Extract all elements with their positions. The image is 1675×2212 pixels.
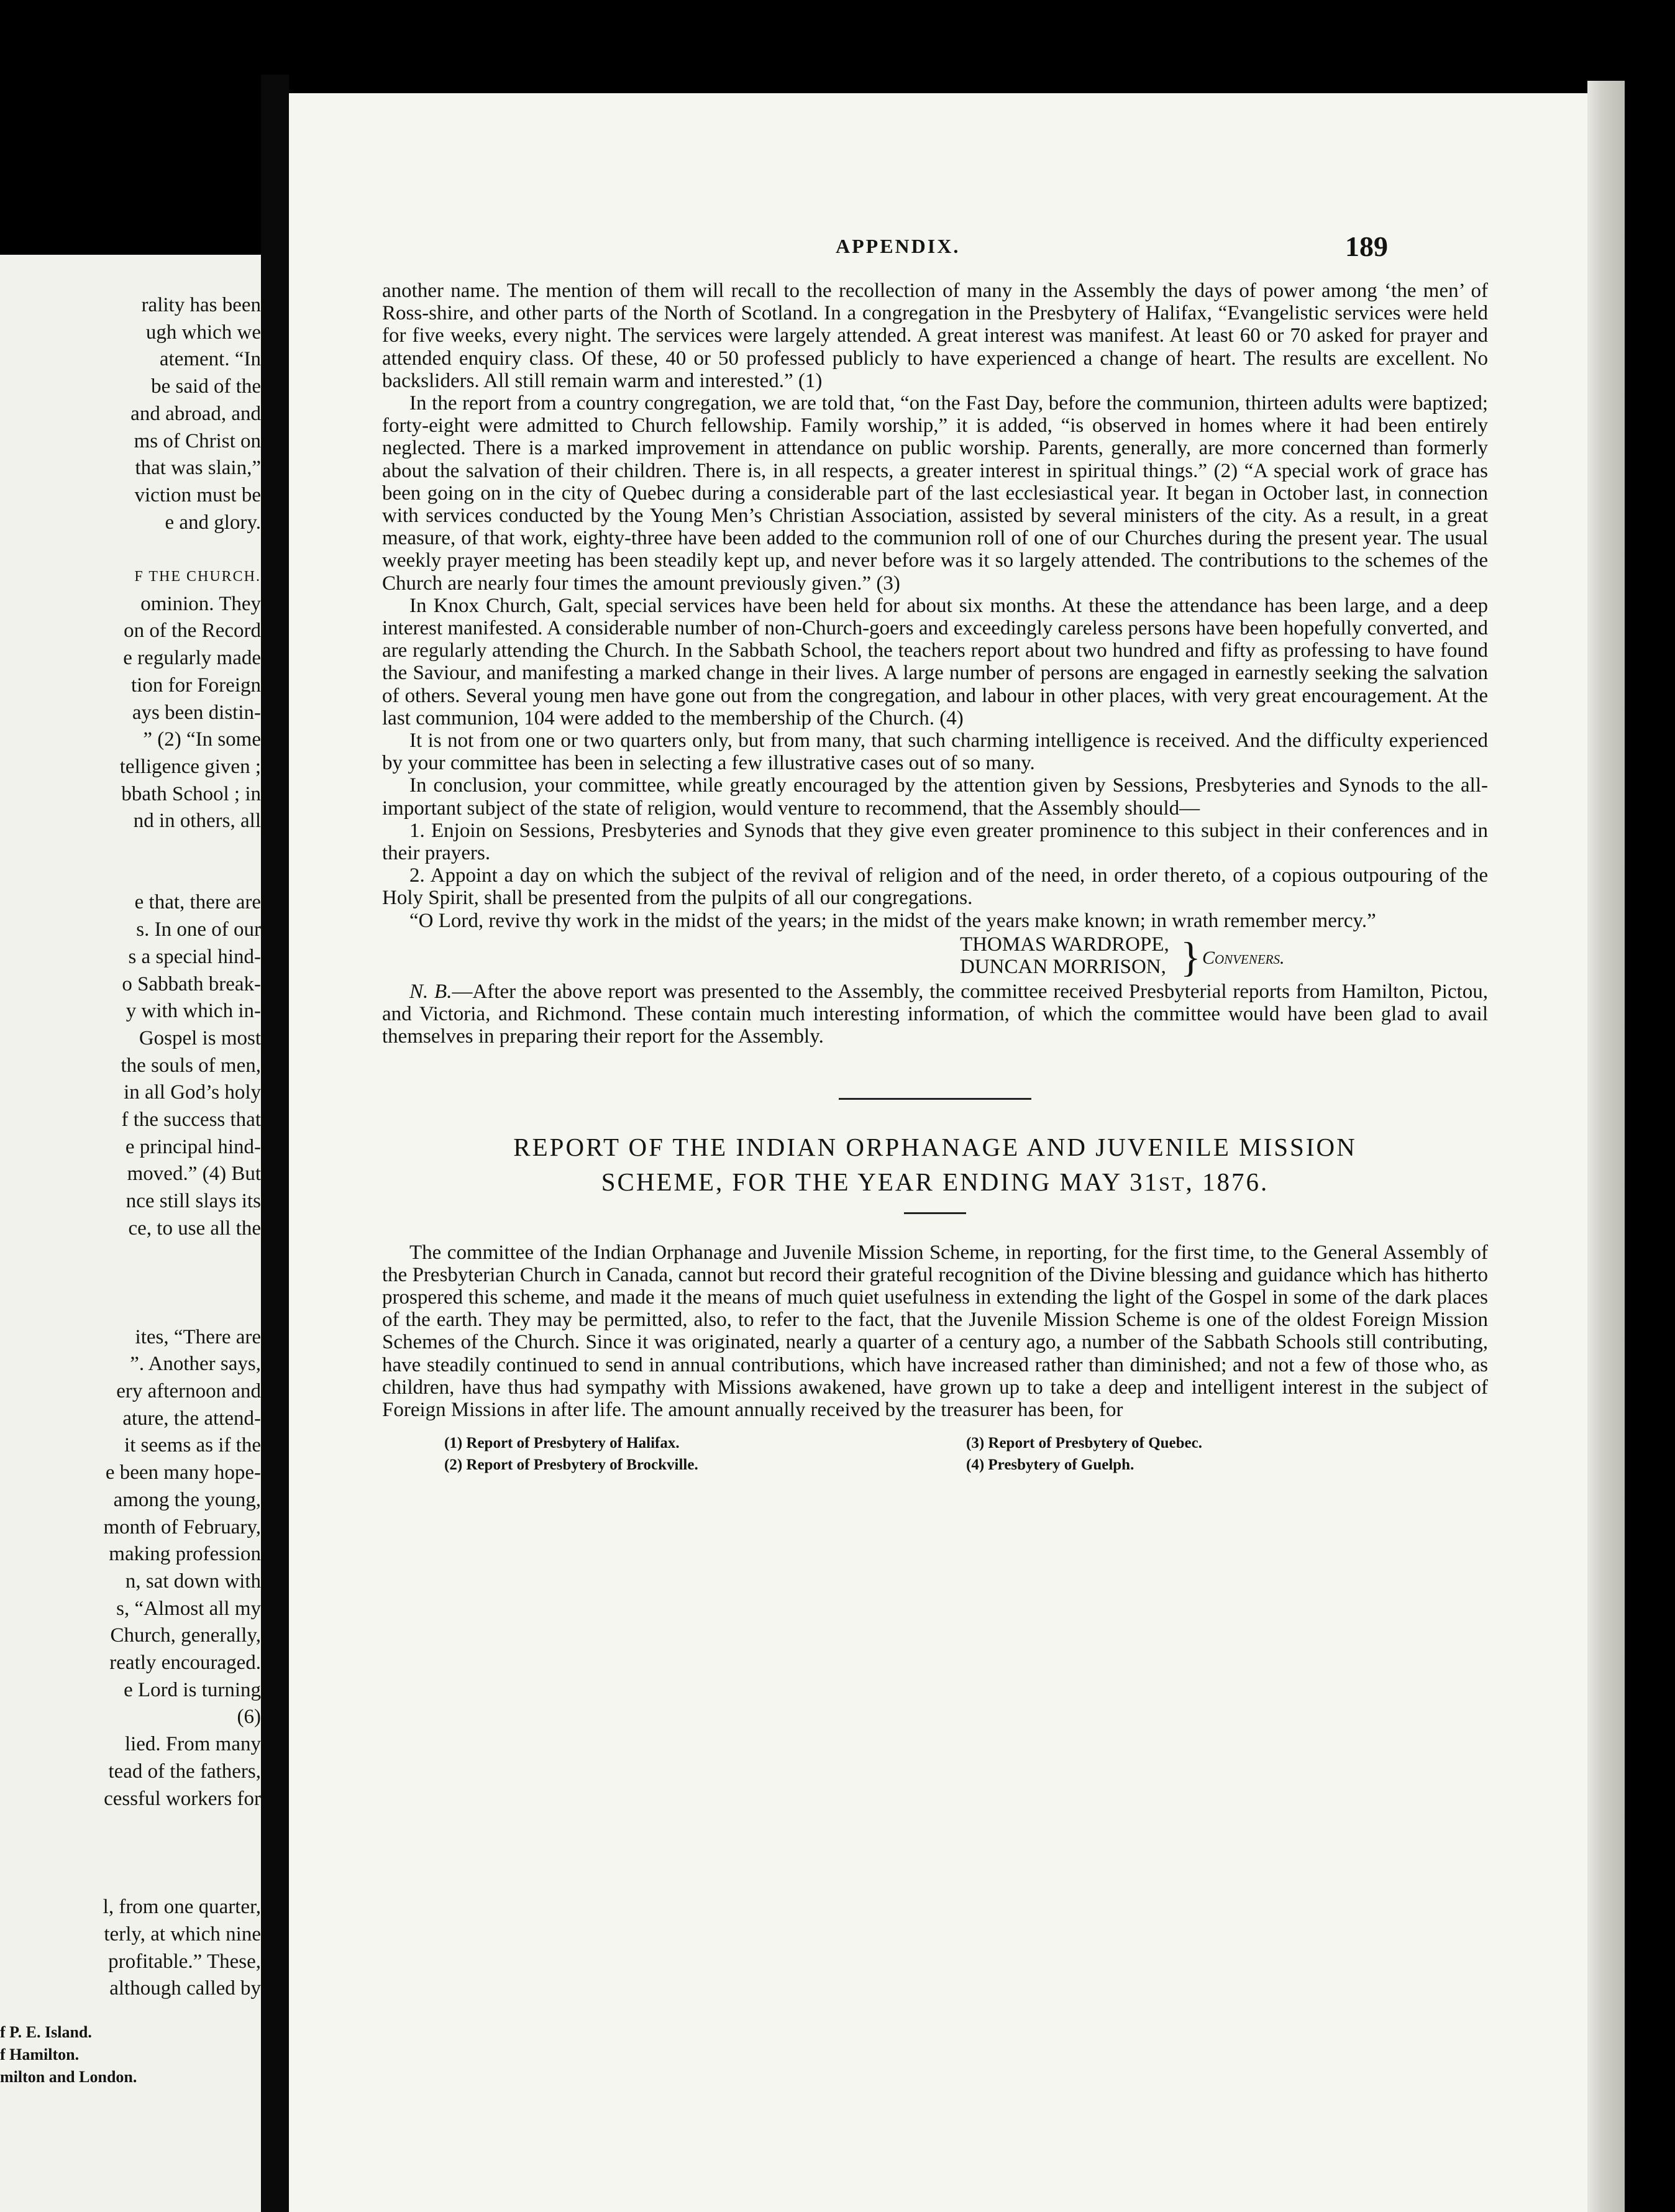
facing-page-text <box>0 292 261 2088</box>
facing-line: ites, “There are <box>135 1325 261 1348</box>
facing-line: it seems as if the <box>124 1434 261 1457</box>
facing-line: tead of the fathers, <box>108 1760 261 1783</box>
title-line-2: SCHEME, FOR THE YEAR ENDING MAY 31 <box>601 1167 1159 1196</box>
brace-glyph: } <box>1180 933 1201 980</box>
book-gutter <box>261 75 289 2212</box>
footnote: (4) Presbytery of Guelph. <box>966 1456 1134 1474</box>
facing-line: s a special hind- <box>128 945 261 968</box>
recommendation-item: 1. Enjoin on Sessions, Presbyteries and Synods that they give even greater prominence to this subject in their conferences and in their prayers. <box>382 819 1488 865</box>
title-year: , 1876. <box>1185 1167 1269 1196</box>
facing-line: that was slain,” <box>135 457 261 480</box>
title-rule <box>904 1212 966 1214</box>
facing-line: be said of the <box>151 375 261 398</box>
facing-line: ature, the attend- <box>122 1407 261 1430</box>
facing-line: Gospel is most <box>139 1026 261 1049</box>
facing-line: e regularly made <box>123 647 261 670</box>
page-header <box>289 230 1587 267</box>
facing-line: ery afternoon and <box>116 1380 261 1403</box>
orphanage-report-title <box>382 1130 1488 1201</box>
facing-line: and abroad, and <box>130 402 261 425</box>
facing-line: s. In one of our <box>136 918 261 941</box>
facing-line: e principal hind- <box>125 1135 261 1158</box>
facing-line: atement. “In <box>159 348 261 371</box>
closing-quote: “O Lord, revive thy work in the midst of the years; in the midst of the years make known; in wrath remember mercy.” <box>409 909 1376 932</box>
facing-line: nce still slays its <box>126 1190 261 1213</box>
facing-line: ugh which we <box>145 321 261 344</box>
facing-line: lied. From many <box>124 1733 261 1756</box>
footnotes-col-left <box>444 1432 966 1476</box>
facing-line: o Sabbath break- <box>122 972 261 995</box>
facing-line: e been many hope- <box>105 1461 261 1484</box>
facing-line: e Lord is turning <box>124 1678 261 1701</box>
nota-bene <box>382 980 1488 1048</box>
facing-line: ominion. They <box>140 592 261 615</box>
footnotes <box>382 1432 1488 1476</box>
facing-line: ce, to use all the <box>128 1217 261 1240</box>
signature-block <box>382 933 1488 980</box>
facing-line: l, from one quarter, <box>103 1896 261 1919</box>
recommendation-item: 2. Appoint a day on which the subject of the revival of religion and of the need, in order thereto, of a copious outpouring of the Holy Spirit, shall be presented from the pulpits of all our congregations. <box>382 864 1488 910</box>
signatory-name: DUNCAN MORRISON, <box>960 955 1166 978</box>
facing-line: ms of Christ on <box>134 429 261 452</box>
facing-line: bbath School ; in <box>121 782 261 805</box>
facing-line: viction must be <box>134 483 261 506</box>
paragraph: In Knox Church, Galt, special services have been held for about six months. At these the attendance has been large, and a deep interest manifested. A considerable number of non-Church-goers and exceedingly careless persons have been hopefully converted, and are regularly attending the Church. In the Sabbath School, the teachers report about two hundred and fifty as professing to have found the Saviour, and manifesting a marked change in their lives. A large number of persons are engaged in earnestly seeking the salvation of others. Several young men have gone out from the congregation, and labour in other places, with very great encouragement. At the last communion, 104 were added to the membership of the Church. (4) <box>382 594 1488 729</box>
facing-line: ”. Another says, <box>130 1353 261 1376</box>
page-edge <box>1587 81 1625 2212</box>
paragraph: In the report from a country congregation, we are told that, “on the Fast Day, before the communion, thirteen adults were baptized; forty-eight were admitted to Church fellowship. Family worship,” it is added, “is observed in homes where it had been entirely neglected. There is a marked improvement in attendance on public worship. Parents, generally, are more concerned than formerly about the salvation of their children. There is, in all respects, a greater interest in spiritual things.” (2) “A special work of grace has been going on in the city of Quebec during a considerable part of the last ecclesiastical year. It began in October last, in connection with services conducted by the Young Men’s Christian Association, assisted by several ministers of the city. As a result, in a great measure, of that work, eighty-three have been added to the communion roll of one of our Churches during the present year. The usual weekly prayer meeting has been steadily kept up, and never before was it so largely attended. The contributions to the schemes of the Church are nearly four times the amount previously given.” (3) <box>382 392 1488 595</box>
conveners-label: Conveners. <box>1202 947 1285 968</box>
orphanage-paragraph: The committee of the Indian Orphanage and Juvenile Mission Scheme, in reporting, for the first time, to the General Assembly of the Presbyterian Church in Canada, cannot but record their grateful recognition of the Divine blessing and guidance which has hitherto prospered this scheme, and made it the means of much quiet usefulness in extending the light of the Gospel in some of the dark places of the earth. They may be permitted, also, to refer to the fact, that the Juvenile Mission Scheme is one of the oldest Foreign Mission Schemes of the Church. Since it was originated, nearly a quarter of a century ago, a number of the Sabbath Schools still contributing, have steadily continued to send in annual contributions, which have increased rather than diminished; and not a few of those who, as children, have thus had sympathy with Missions awakened, have grown up to take a deep and intelligent interest in the subject of Foreign Missions in after life. The amount annually received by the treasurer has been, for <box>382 1241 1488 1421</box>
facing-line: terly, at which nine <box>104 1923 261 1946</box>
nb-text: —After the above report was presented to the Assembly, the committee received Presbyterial reports from Hamilton, Pictou, and Victoria, and Richmond. These contain much interesting information, of which the committee would have been glad to avail themselves in preparing their report for the Assembly. <box>382 980 1488 1048</box>
running-head: APPENDIX. <box>836 235 961 257</box>
facing-footnote: milton and London. <box>0 2068 137 2086</box>
facing-line: tion for Foreign <box>131 674 261 697</box>
facing-line: rality has been <box>141 294 261 316</box>
facing-line: among the young, <box>113 1488 261 1511</box>
facing-line: month of February, <box>103 1515 261 1538</box>
paragraph: In conclusion, your committee, while greatly encouraged by the attention given by Sessions, Presbyteries and Synods to the all-important subject of the state of religion, would venture to recommend, that the Assembly should— <box>382 774 1488 820</box>
paragraph: It is not from one or two quarters only, but from many, that such charming intelligence is received. And the difficulty experienced by your committee has been in selecting a few illustrative cases out of so many. <box>382 729 1488 775</box>
facing-line: ays been distin- <box>132 701 261 724</box>
footnotes-col-right <box>966 1432 1488 1476</box>
footnote: (3) Report of Presbytery of Quebec. <box>966 1435 1202 1452</box>
footnote: (2) Report of Presbytery of Brockville. <box>444 1456 698 1474</box>
facing-line: e that, there are <box>134 891 261 914</box>
facing-line: ” (2) “In some <box>143 728 261 751</box>
facing-line: moved.” (4) But <box>127 1163 261 1186</box>
paragraph: another name. The mention of them will recall to the recollection of many in the Assembly the days of power among ‘the men’ of Ross-shire, and other parts of the North of Scotland. In a congregation in the Presbytery of Halifax, “Evangelistic services were held for five weeks, every night. The services were largely attended. A great interest was manifest. At least 60 or 70 asked for prayer and attended enquiry class. Of these, 40 or 50 professed publicly to have experienced a change of heart. The results are excellent. No backsliders. All still remain warm and interested.” (1) <box>382 280 1488 392</box>
facing-line: although called by <box>109 1977 261 2000</box>
page-body <box>382 280 1488 1476</box>
facing-line: telligence given ; <box>119 755 261 778</box>
facing-line: in all God’s holy <box>124 1081 261 1104</box>
facing-footnote: f Hamilton. <box>0 2045 80 2064</box>
page-189 <box>289 93 1587 2212</box>
facing-line: profitable.” These, <box>108 1950 261 1973</box>
facing-section-heading: F THE CHURCH. <box>134 569 261 585</box>
facing-line: (6) <box>237 1706 261 1729</box>
facing-line: s, “Almost all my <box>116 1597 261 1620</box>
facing-footnote: f P. E. Island. <box>0 2023 92 2042</box>
page-number: 189 <box>1345 231 1388 262</box>
section-divider <box>839 1098 1031 1100</box>
signatory-name: THOMAS WARDROPE, <box>960 933 1169 956</box>
facing-line: Church, generally, <box>110 1624 261 1647</box>
title-superscript: ST <box>1159 1172 1186 1195</box>
footnote: (1) Report of Presbytery of Halifax. <box>444 1435 680 1452</box>
facing-page <box>0 255 261 2212</box>
facing-line: y with which in- <box>126 1000 261 1023</box>
facing-line: e and glory. <box>165 511 261 534</box>
facing-line: making profession <box>109 1543 261 1566</box>
facing-line: cessful workers for <box>104 1787 261 1810</box>
facing-line: n, sat down with <box>125 1570 261 1593</box>
facing-line: on of the Record <box>124 619 261 642</box>
title-line-1: REPORT OF THE INDIAN ORPHANAGE AND JUVENILE MISSION <box>513 1132 1357 1161</box>
nb-label: N. B. <box>409 980 452 1003</box>
facing-line: the souls of men, <box>121 1054 261 1077</box>
facing-line: f the success that <box>121 1108 261 1131</box>
facing-line: reatly encouraged. <box>109 1652 261 1675</box>
facing-line: nd in others, all <box>133 810 261 833</box>
